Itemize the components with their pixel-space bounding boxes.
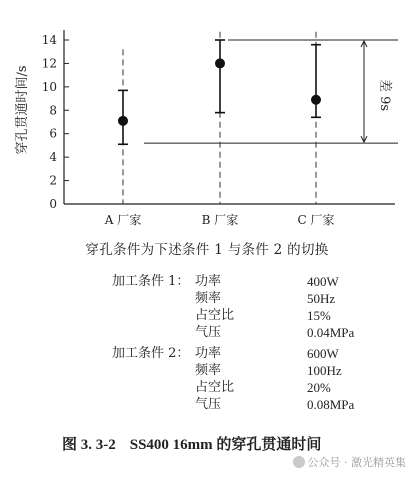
mean-point (215, 58, 225, 68)
chart-subtitle: 穿孔条件为下述条件 1 与条件 2 的切换 (85, 242, 329, 258)
param-label: 气压 (195, 397, 222, 412)
figure-caption (62, 433, 335, 454)
param-value: 100Hz (307, 363, 342, 378)
param-value: 400W (307, 274, 339, 289)
wechat-icon (293, 456, 305, 468)
param-value: 15% (307, 308, 331, 323)
condition-row (112, 324, 354, 341)
condition-row (112, 345, 354, 362)
condition-name: 加工条件 1： (112, 274, 190, 289)
conditions-table (112, 273, 354, 417)
figure-number: 图 3. 3-2 (62, 437, 116, 453)
axes (64, 30, 395, 204)
param-label: 功率 (195, 346, 222, 361)
mean-point (311, 95, 321, 105)
y-tick-label: 8 (49, 103, 57, 118)
param-label: 占空比 (195, 308, 235, 323)
y-tick-label: 4 (49, 150, 57, 165)
error-bars (118, 32, 321, 204)
figure-title: SS400 16mm 的穿孔贯通时间 (129, 437, 322, 453)
condition-row (112, 307, 354, 324)
condition-2 (112, 345, 354, 413)
mean-point (118, 116, 128, 126)
condition-name: 加工条件 2： (112, 346, 190, 361)
y-tick-label: 6 (49, 126, 57, 141)
param-value: 50Hz (307, 291, 336, 306)
y-tick-label: 12 (41, 56, 57, 71)
param-label: 功率 (195, 274, 222, 289)
reference-lines (144, 40, 398, 143)
y-axis-label: 穿孔贯通时间/s (15, 65, 30, 155)
chart (0, 0, 414, 235)
condition-row (112, 273, 354, 290)
condition-row (112, 396, 354, 413)
condition-1 (112, 273, 354, 341)
watermark (293, 454, 407, 470)
y-ticks (42, 33, 69, 211)
param-label: 频率 (195, 291, 222, 306)
param-label: 频率 (195, 363, 222, 378)
param-value: 0.04MPa (307, 325, 355, 340)
param-value: 600W (307, 346, 339, 361)
condition-row (112, 290, 354, 307)
watermark-text: 公众号 · 激光精英集 (307, 456, 406, 469)
y-tick-label: 0 (49, 197, 57, 211)
x-category-label: B 厂家 (201, 213, 239, 227)
y-tick-label: 10 (41, 79, 57, 94)
y-tick-label: 2 (49, 173, 57, 188)
condition-row (112, 362, 354, 379)
param-label: 占空比 (195, 380, 235, 395)
param-label: 气压 (195, 325, 222, 340)
difference-annotation: 差 9s (377, 78, 392, 112)
x-categories (104, 212, 335, 227)
x-category-label: A 厂家 (104, 213, 142, 227)
x-category-label: C 厂家 (297, 213, 335, 227)
condition-row (112, 379, 354, 396)
param-value: 0.08MPa (307, 397, 355, 412)
y-tick-label: 14 (41, 33, 57, 47)
param-value: 20% (307, 380, 331, 395)
